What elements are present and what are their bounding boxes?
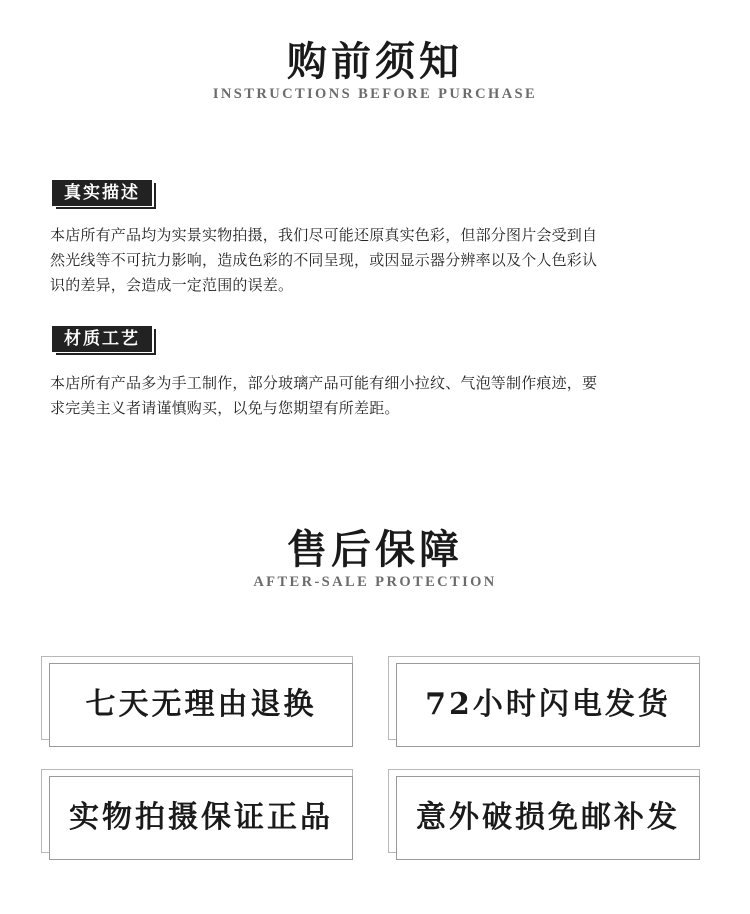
paragraph-line: 然光线等不可抗力影响，造成色彩的不同呈现，或因显示器分辨率以及个人色彩认 [50,251,598,269]
paragraph-line: 求完美主义者请谨慎购买，以免与您期望有所差距。 [50,399,400,417]
card-label: 意外破损免邮补发 [416,800,680,835]
after-sale-subtitle: AFTER-SALE PROTECTION [253,574,497,590]
card-damage-replacement [388,769,700,857]
real-description-paragraph [50,223,700,298]
paragraph-line: 本店所有产品多为手工制作，部分玻璃产品可能有细小拉纹、气泡等制作痕迹，要 [50,374,598,392]
paragraph-line: 识的差异，会造成一定范围的误差。 [50,276,294,294]
card-label: 七天无理由退换 [85,687,317,722]
after-sale-title: 售后保障 [287,526,463,573]
card-seven-day-return [41,656,353,744]
before-purchase-subtitle: INSTRUCTIONS BEFORE PURCHASE [212,86,538,102]
card-label: 实物拍摄保证正品 [69,800,333,835]
tag-label: 真实描述 [64,183,140,203]
card-72h-shipping [388,656,700,744]
tag-material-craft [52,326,156,354]
tag-real-description [52,180,156,208]
card-genuine-photos [41,769,353,857]
before-purchase-title: 购前须知 [287,38,463,85]
card-label: 72小时闪电发货 [425,687,671,722]
material-craft-paragraph [50,371,700,421]
paragraph-line: 本店所有产品均为实景实物拍摄，我们尽可能还原真实色彩，但部分图片会受到自 [50,226,598,244]
tag-label: 材质工艺 [64,329,140,349]
